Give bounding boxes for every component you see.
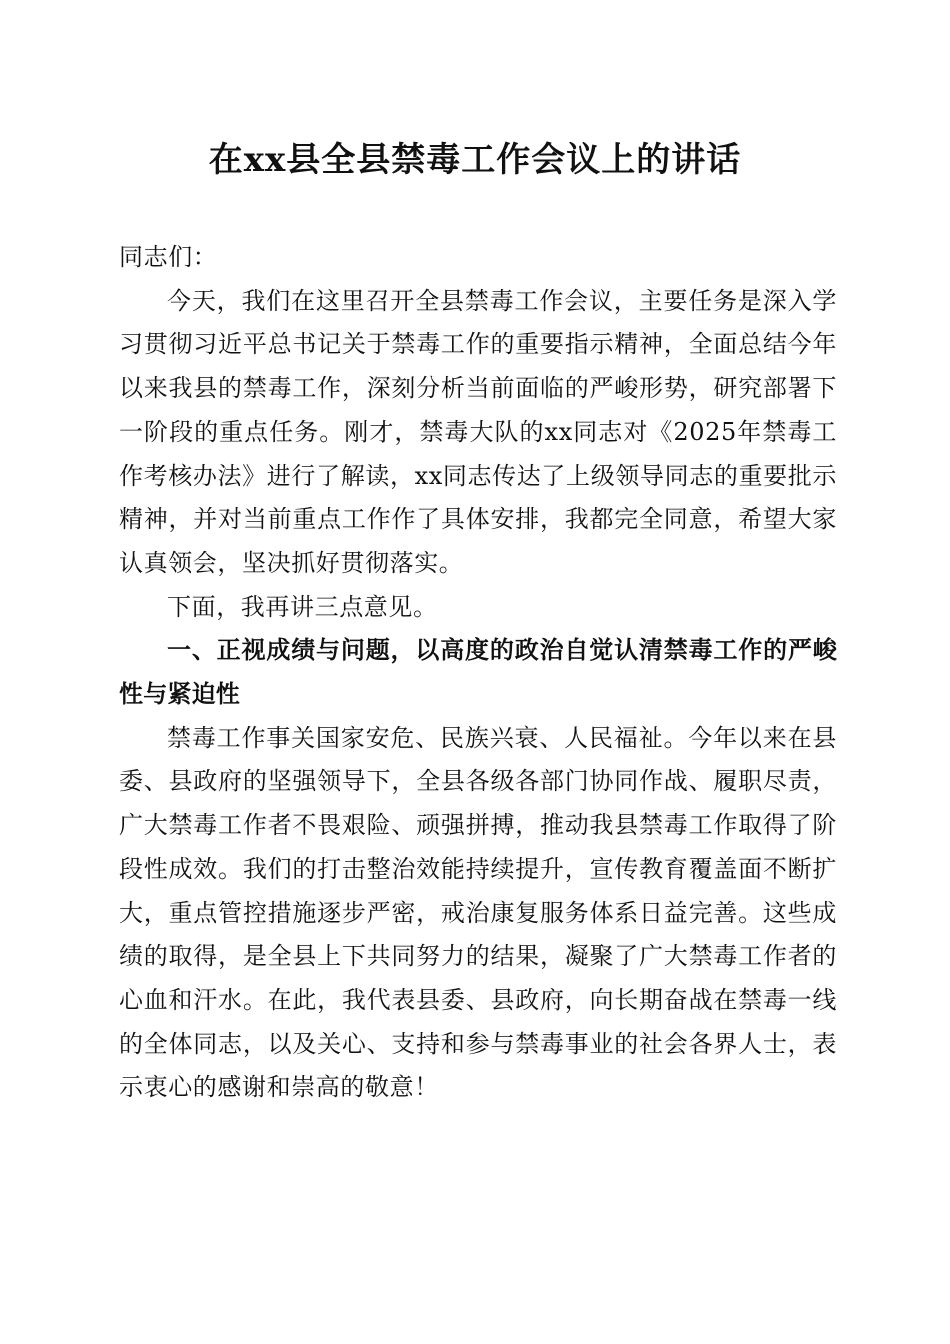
document-title: 在xx县全县禁毒工作会议上的讲话 [208,140,742,180]
paragraph-opening: 今天，我们在这里召开全县禁毒工作会议，主要任务是深入学习贯彻习近平总书记关于禁毒工作的重要指示精神，全面总结今年以来我县的禁毒工作，深刻分析当前面临的严峻形势，研究部署下一阶段的重点任务。刚才，禁毒大队的xx同志对《2025年禁毒工作考核办法》进行了解读，xx同志传达了上级领导同志的重要批示精神，并对当前重点工作作了具体安排，我都完全同意，希望大家认真领会，坚决抓好贯彻落实。 [119,286,837,577]
document-body [119,236,837,1110]
paragraph-transition: 下面，我再讲三点意见。 [167,592,438,621]
section-paragraph-1: 禁毒工作事关国家安危、民族兴衰、人民福祉。今年以来在县委、县政府的坚强领导下，全县各级各部门协同作战、履职尽责，广大禁毒工作者不畏艰险、顽强拼搏，推动我县禁毒工作取得了阶段性成效。我们的打击整治效能持续提升，宣传教育覆盖面不断扩大，重点管控措施逐步严密，戒治康复服务体系日益完善。这些成绩的取得，是全县上下共同努力的结果，凝聚了广大禁毒工作者的心血和汗水。在此，我代表县委、县政府，向长期奋战在禁毒一线的全体同志，以及关心、支持和参与禁毒事业的社会各界人士，表示衷心的感谢和崇高的敬意！ [119,723,837,1102]
section-heading-1: 一、正视成绩与问题，以高度的政治自觉认清禁毒工作的严峻性与紧迫性 [119,636,837,709]
salutation: 同志们： [119,243,218,271]
